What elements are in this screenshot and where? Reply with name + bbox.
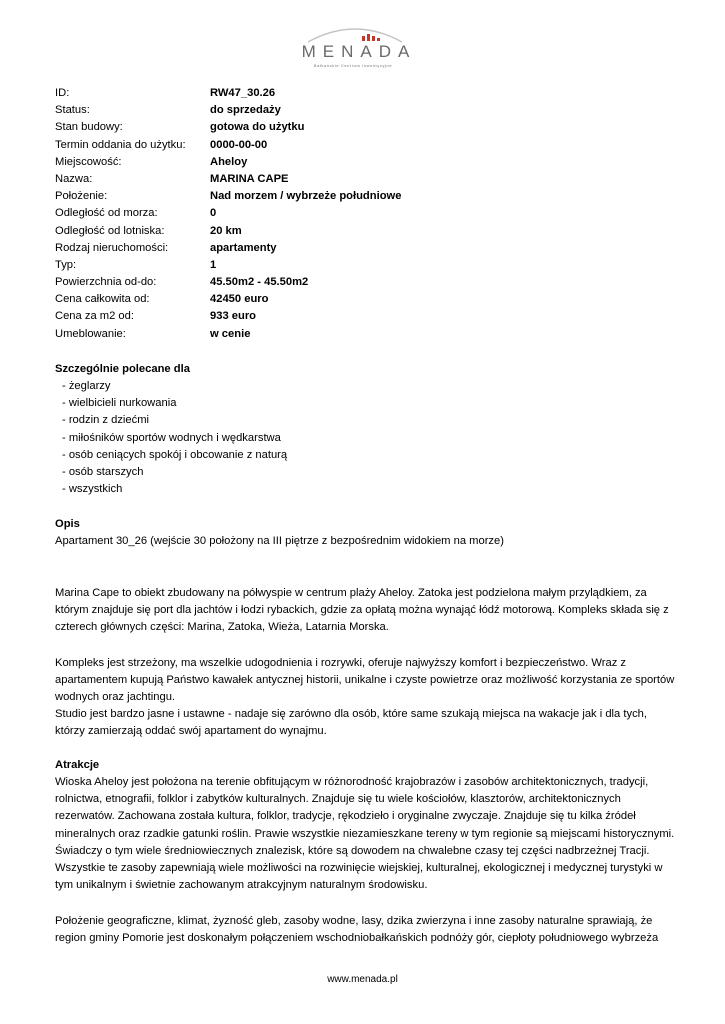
opis-title: Opis [55,518,80,530]
opis-paragraph-3: Studio jest bardzo jasne i ustawne - nadaje się zarówno dla osób, które same szukają miejsca na wakacje jak i dla tych, którzy zamierzają oddać swój apartament do wynajmu. [55,708,648,738]
logo-arc-icon [300,22,410,44]
property-label: Miejscowość: [55,155,122,168]
property-row [55,188,675,205]
property-value: 0000-00-00 [210,138,268,151]
property-row [55,205,675,222]
property-label: Nazwa: [55,172,93,185]
property-label: Termin oddania do użytku: [55,138,186,151]
opis-paragraph-1: Marina Cape to obiekt zbudowany na półwyspie w centrum plaży Aheloy. Zatoka jest podzielona małym przylądkiem, za którym znajduje się port dla jachtów i łodzi rybackich, gdzie za opłatą można wynająć łódź motorową. Kompleks składa się z czterech głównych części: Marina, Zatoka, Wieża, Latarnia Morska. [55,587,669,634]
property-row [55,291,675,308]
list-item: - wszystkich [62,483,123,496]
property-value: 933 euro [210,310,257,323]
property-value: 42450 euro [210,293,269,306]
property-row [55,240,675,257]
atrakcje-paragraph-2: Położenie geograficzne, klimat, żyzność gleb, zasoby wodne, lasy, dzika zwierzyna i inne zasoby naturalne sprawiają, że region gminy Pomorie jest doskonałym połączeniem wschodniobałkańskich podnóży gór, ciepłoty południowego wybrzeża [55,915,659,945]
property-value: Nad morzem / wybrzeże południowe [210,190,402,203]
property-row [55,326,675,343]
footer-url: www.menada.pl [327,974,398,985]
property-label: Typ: [55,258,77,271]
atrakcje-title: Atrakcje [55,759,100,771]
property-label: Cena całkowita od: [55,293,150,306]
property-row [55,257,675,274]
recommended-list [62,378,287,498]
property-value: 20 km [210,224,242,237]
property-details [55,85,675,343]
property-row [55,119,675,136]
property-value: 0 [210,207,217,220]
property-row [55,274,675,291]
opis-paragraph-2: Kompleks jest strzeżony, ma wszelkie udogodnienia i rozrywki, oferuje najwyższy komfort i bezpieczeństwo. Wraz z apartamentem kupują Państwo kawałek antycznej historii, unikalne i czyste powietrze oraz możliwość korzystania ze sportów wodnych oraz jachtingu. [55,657,675,704]
property-value: RW47_30.26 [210,87,276,99]
list-item: - żeglarzy [62,380,111,392]
property-value: gotowa do użytku [210,121,305,134]
property-row [55,137,675,154]
property-label: Rodzaj nieruchomości: [55,241,169,254]
list-item: - miłośników sportów wodnych i wędkarstwa [62,431,281,444]
property-value: w cenie [210,327,251,340]
property-label: Położenie: [55,190,108,203]
property-value: 1 [210,258,217,271]
list-item: - rodzin z dziećmi [62,414,150,427]
logo-name: MENADA [301,42,417,61]
property-label: ID: [55,87,70,99]
list-item: - osób starszych [62,465,144,478]
menada-logo [288,22,418,70]
opis-line: Apartament 30_26 (wejście 30 położony na III piętrze z bezpośrednim widokiem na morze) [55,535,504,547]
property-value: MARINA CAPE [210,172,289,185]
property-row [55,85,675,102]
property-value: Aheloy [210,155,248,168]
logo-tagline: Bałkańskie Centrum Inwestycyjne [313,63,393,68]
list-item: - wielbicieli nurkowania [62,397,177,410]
property-label: Odległość od lotniska: [55,224,165,237]
atrakcje-paragraph-1: Wioska Aheloy jest położona na terenie obfitującym w różnorodność krajobrazów i zasobów architektonicznych, tradycji, rolnictwa, etnografii, folklor i zabytków kulturalnych. Znajduje się tu wiele kościołów, klasztorów, architektonicznych rezerwatów. Zachowana została kultura, folklor, tradycje, rękodzieło i oryginalne zwyczaje. Znajduje się tu kilka źródeł mineralnych oraz rzadkie gatunki roślin. Prawie wszystkie niezamieszkane tereny w tym regionie są miejscami historycznymi. Świadczy o tym wiele średniowiecznych znalezisk, które są dowodem na chwalebne czasy tej części nadbrzeżnej Tracji. Wszystkie te zasoby zapewniają wiele możliwości na rozwinięcie wiejskiej, kulturalnej, ekologicznej i medycznej turystyki w tym unikalnym i świetnie zachowanym atrakcyjnym naturalnym środowisku. [55,776,675,892]
property-row [55,154,675,171]
property-label: Stan budowy: [55,121,123,134]
property-row [55,308,675,325]
property-value: apartamenty [210,241,277,254]
property-label: Odległość od morza: [55,207,158,220]
property-value: do sprzedaży [210,104,281,117]
property-value: 45.50m2 - 45.50m2 [210,276,309,289]
property-label: Umeblowanie: [55,327,126,340]
property-row [55,223,675,240]
property-label: Status: [55,104,90,117]
property-row [55,171,675,188]
property-row [55,102,675,119]
list-item: - osób ceniących spokój i obcowanie z naturą [62,448,288,461]
property-label: Powierzchnia od-do: [55,276,157,289]
recommended-title: Szczególnie polecane dla [55,363,190,375]
property-label: Cena za m2 od: [55,310,134,323]
